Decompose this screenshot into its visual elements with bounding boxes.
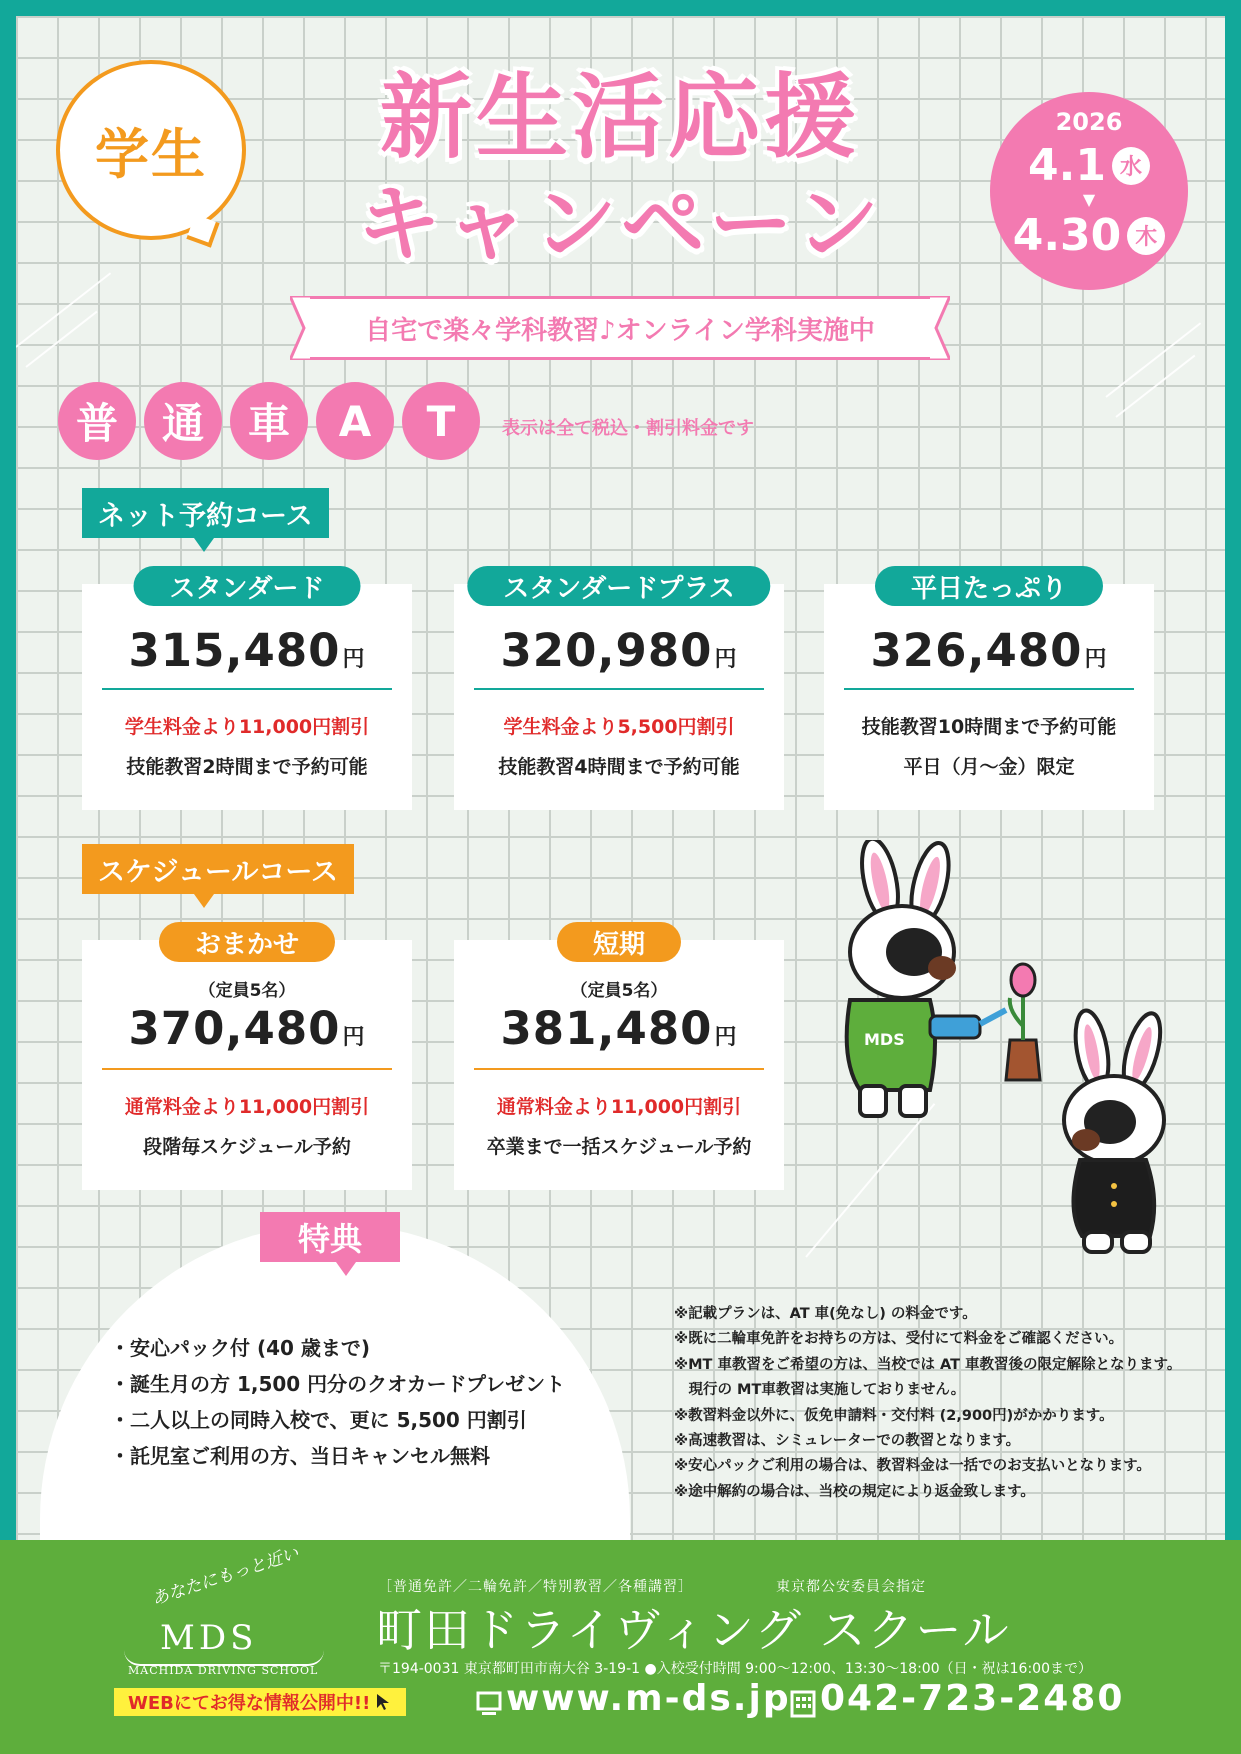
mascot-illustration <box>830 840 1190 1260</box>
logo-sub: MACHIDA DRIVING SCHOOL <box>128 1664 319 1677</box>
title-line-1: 新生活応援 <box>379 64 860 171</box>
card-divider <box>102 688 392 690</box>
course-price <box>82 1002 412 1055</box>
web-info-badge[interactable] <box>114 1688 406 1716</box>
price-value: 326,480 <box>870 624 1083 677</box>
net-course-tag <box>82 488 329 538</box>
phone-number[interactable]: 042-723-2480 <box>820 1678 1125 1719</box>
price-value: 370,480 <box>128 1002 341 1055</box>
course-price <box>82 624 412 677</box>
course-detail: 段階毎スケジュール予約 <box>143 1136 351 1158</box>
course-detail: 技能教習10時間まで予約可能 <box>861 716 1117 738</box>
date-year: 2026 <box>1055 108 1123 136</box>
course-price <box>454 1002 784 1055</box>
course-card-standard <box>82 573 412 810</box>
cursor-icon <box>376 1693 392 1711</box>
course-name: スタンダードプラス <box>467 566 770 606</box>
date-start <box>990 140 1188 191</box>
phone-icon <box>790 1690 816 1718</box>
school-name: 町田ドライヴィング スクール <box>376 1603 1011 1657</box>
note-item: 現行の MT車教習は実施しておりません。 <box>674 1382 966 1399</box>
date-start-value: 4.1 <box>1028 140 1106 191</box>
vehicle-type-char: 通 <box>144 382 222 460</box>
date-end-value: 4.30 <box>1012 210 1122 261</box>
note-item: ※教習料金以外に、仮免申請料・交付料 (2,900円)がかかります。 <box>674 1407 1114 1424</box>
price-value: 315,480 <box>128 624 341 677</box>
course-restriction: 平日（月～金）限定 <box>903 756 1075 778</box>
course-card-weekday <box>824 573 1154 810</box>
vehicle-type-char: T <box>402 382 480 460</box>
price-value: 381,480 <box>500 1002 713 1055</box>
vehicle-type-char: A <box>316 382 394 460</box>
perk-item: ・託児室ご利用の方、当日キャンセル無料 <box>110 1444 490 1468</box>
mascot-shirt-text: MDS <box>864 1030 905 1049</box>
note-item: ※高速教習は、シミュレーターでの教習となります。 <box>674 1433 1021 1450</box>
price-unit: 円 <box>342 647 366 672</box>
course-discount: 通常料金より11,000円割引 <box>124 1096 370 1118</box>
title-line-2: キャンペーン <box>356 175 884 273</box>
price-unit: 円 <box>714 1025 738 1050</box>
course-card-omakase <box>82 929 412 1190</box>
date-end-day: 木 <box>1127 217 1165 255</box>
price-unit: 円 <box>1084 647 1108 672</box>
card-divider <box>102 1068 392 1070</box>
course-detail: 卒業まで一括スケジュール予約 <box>486 1136 752 1158</box>
course-name: 短期 <box>557 922 681 962</box>
deco-line <box>1115 355 1195 418</box>
footer-designation: 東京都公安委員会指定 <box>776 1579 926 1595</box>
course-name: 平日たっぷり <box>875 566 1103 606</box>
course-discount: 学生料金より5,500円割引 <box>503 716 735 738</box>
net-course-label: ネット予約コース <box>98 500 313 532</box>
tax-note: 表示は全て税込・割引料金です <box>502 418 754 439</box>
student-label: 学生 <box>95 122 207 186</box>
vehicle-type-char: 普 <box>58 382 136 460</box>
course-card-standard-plus <box>454 573 784 810</box>
website-link[interactable]: www.m-ds.jp <box>506 1678 791 1719</box>
monitor-icon <box>476 1690 502 1718</box>
note-item: ※安心パックご利用の場合は、教習料金は一括でのお支払いとなります。 <box>674 1458 1151 1475</box>
course-price <box>454 624 784 677</box>
student-bubble <box>56 60 246 240</box>
card-divider <box>844 688 1134 690</box>
tulip-pot-icon <box>1006 964 1040 1080</box>
course-detail: 技能教習2時間まで予約可能 <box>126 756 368 778</box>
note-item: ※既に二輪車免許をお持ちの方は、受付にて料金をご確認ください。 <box>674 1331 1124 1348</box>
logo-tagline: あなたにもっと近い <box>149 1543 302 1610</box>
school-logo <box>118 1543 328 1700</box>
footer-services: ［普通免許／二輪免許／特別教習／各種講習］ <box>378 1579 693 1595</box>
course-detail: 技能教習4時間まで予約可能 <box>498 756 740 778</box>
course-discount: 学生料金より11,000円割引 <box>124 716 370 738</box>
dog-mascot-student-icon <box>1064 1008 1167 1252</box>
perk-item: ・二人以上の同時入校で、更に 5,500 円割引 <box>110 1408 527 1432</box>
dog-mascot-watering-icon <box>847 840 1006 1116</box>
down-triangle-icon: ▼ <box>1082 190 1096 209</box>
card-divider <box>474 688 764 690</box>
date-badge <box>990 92 1188 290</box>
perk-item: ・誕生月の方 1,500 円分のクオカードプレゼント <box>110 1372 566 1396</box>
price-value: 320,980 <box>500 624 713 677</box>
note-item: ※途中解約の場合は、当校の規定により返金致します。 <box>674 1483 1035 1500</box>
note-item: ※MT 車教習をご希望の方は、当校では AT 車教習後の限定解除となります。 <box>674 1356 1182 1373</box>
vehicle-type-char: 車 <box>230 382 308 460</box>
note-item: ※記載プランは、AT 車(免なし) の料金です。 <box>674 1306 977 1322</box>
schedule-course-label: スケジュールコース <box>98 856 339 888</box>
date-end <box>990 210 1188 261</box>
deco-line <box>25 311 97 368</box>
course-price <box>824 624 1154 677</box>
schedule-course-tag <box>82 844 354 894</box>
course-card-short-term <box>454 929 784 1190</box>
web-info-text: WEBにてお得な情報公開中!! <box>128 1693 371 1714</box>
course-capacity: （定員5名） <box>570 981 668 1001</box>
card-divider <box>474 1068 764 1070</box>
course-capacity: （定員5名） <box>198 981 296 1001</box>
course-name: おまかせ <box>159 922 335 962</box>
perks-tag-tail <box>336 1262 356 1276</box>
price-unit: 円 <box>714 647 738 672</box>
logo-main: MDS <box>160 1618 258 1658</box>
price-unit: 円 <box>342 1025 366 1050</box>
perks-tag: 特典 <box>260 1212 400 1262</box>
notes-list <box>674 1302 1181 1505</box>
footer-address: 〒194-0031 東京都町田市南大谷 3-19-1 ●入校受付時間 9:00～12:00、13:30～18:00（日・祝は16:00まで） <box>378 1661 1092 1677</box>
perk-item: ・安心パック付 (40 歳まで) <box>110 1336 371 1360</box>
date-start-day: 水 <box>1112 147 1150 185</box>
course-name: スタンダード <box>134 566 361 606</box>
course-discount: 通常料金より11,000円割引 <box>496 1096 742 1118</box>
online-ribbon: 自宅で楽々学科教習♪オンライン学科実施中 <box>310 296 930 360</box>
